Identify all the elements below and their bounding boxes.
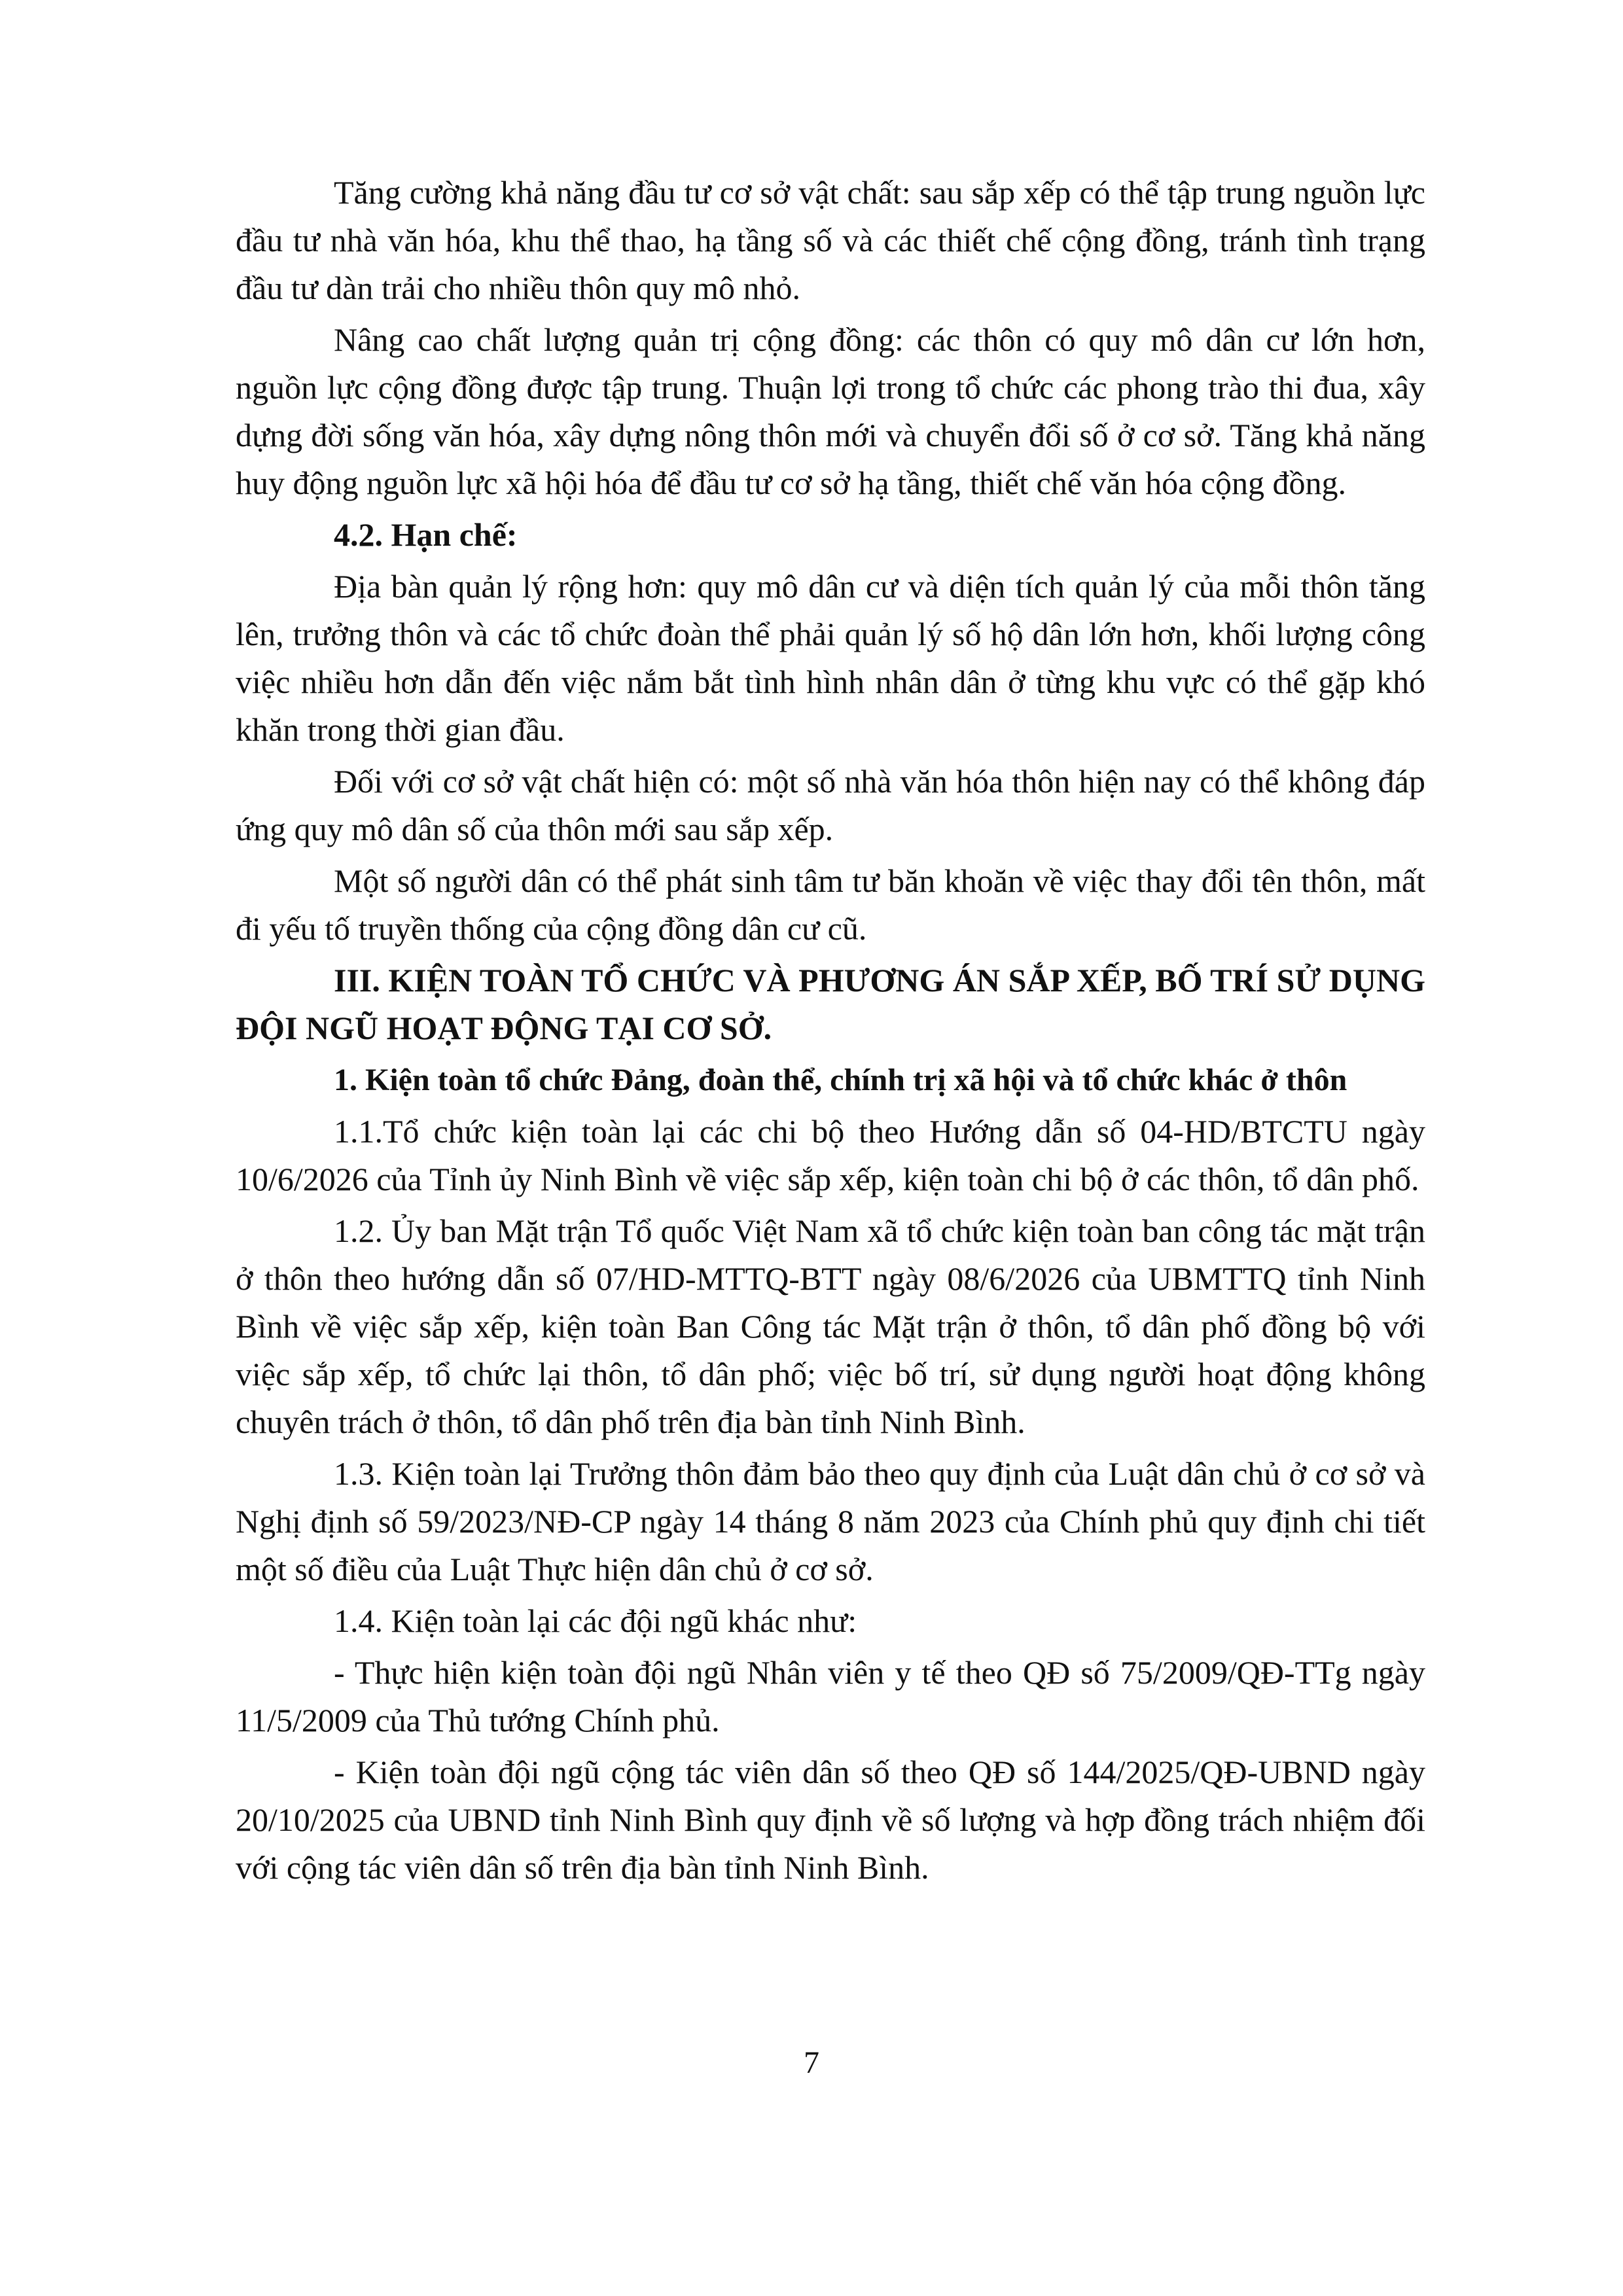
paragraph-1-1-party-cells: 1.1.Tổ chức kiện toàn lại các chi bộ theo Hướng dẫn số 04-HD/BTCTU ngày 10/6/2026 của Tỉnh ủy Ninh Bình về việc sắp xếp, kiện toàn chi bộ ở các thôn, tổ dân phố.	[236, 1113, 1425, 1197]
paragraph-infrastructure-investment: Tăng cường khả năng đầu tư cơ sở vật chất: sau sắp xếp có thể tập trung nguồn lực đầu tư nhà văn hóa, khu thể thao, hạ tầng số và các thiết chế cộng đồng, tránh tình trạng đầu tư dàn trải cho nhiều thôn quy mô nhỏ.	[236, 174, 1425, 306]
paragraph-population-collaborators: - Kiện toàn đội ngũ cộng tác viên dân số theo QĐ số 144/2025/QĐ-UBND ngày 20/10/2025 của UBND tỉnh Ninh Bình quy định về số lượng và hợp đồng trách nhiệm đối với cộng tác viên dân số trên địa bàn tỉnh Ninh Bình.	[236, 1754, 1425, 1886]
paragraph-existing-facilities: Đối với cơ sở vật chất hiện có: một số nhà văn hóa thôn hiện nay có thể không đáp ứng quy mô dân số của thôn mới sau sắp xếp.	[236, 763, 1425, 847]
paragraph-resident-concerns: Một số người dân có thể phát sinh tâm tư băn khoăn về việc thay đổi tên thôn, mất đi yếu tố truyền thống của cộng đồng dân cư cũ.	[236, 862, 1425, 947]
paragraph-management-area: Địa bàn quản lý rộng hơn: quy mô dân cư và diện tích quản lý của mỗi thôn tăng lên, trưởng thôn và các tổ chức đoàn thể phải quản lý số hộ dân lớn hơn, khối lượng công việc nhiều hơn dẫn đến việc nắm bắt tình hình nhân dân ở từng khu vực có thể gặp khó khăn trong thời gian đầu.	[236, 568, 1425, 748]
heading-limitations: 4.2. Hạn chế:	[334, 516, 518, 553]
page-number: 7	[804, 2045, 819, 2080]
document-body	[236, 169, 1425, 1896]
section-heading-iii: III. KIỆN TOÀN TỔ CHỨC VÀ PHƯƠNG ÁN SẮP XẾP, BỐ TRÍ SỬ DỤNG ĐỘI NGŨ HOẠT ĐỘNG TẠI CƠ SỞ.	[236, 962, 1425, 1046]
paragraph-1-2-fatherland-front: 1.2. Ủy ban Mặt trận Tổ quốc Việt Nam xã tổ chức kiện toàn ban công tác mặt trận ở thôn theo hướng dẫn số 07/HD-MTTQ-BTT ngày 08/6/2026 của UBMTTQ tỉnh Ninh Bình về việc sắp xếp, kiện toàn Ban Công tác Mặt trận ở thôn, tổ dân phố đồng bộ với việc sắp xếp, tổ chức lại thôn, tổ dân phố; việc bố trí, sử dụng người hoạt động không chuyên trách ở thôn, tổ dân phố trên địa bàn tỉnh Ninh Bình.	[236, 1212, 1425, 1440]
paragraph-community-governance: Nâng cao chất lượng quản trị cộng đồng: các thôn có quy mô dân cư lớn hơn, nguồn lực cộng đồng được tập trung. Thuận lợi trong tổ chức các phong trào thi đua, xây dựng đời sống văn hóa, xây dựng nông thôn mới và chuyển đổi số ở cơ sở. Tăng khả năng huy động nguồn lực xã hội hóa để đầu tư cơ sở hạ tầng, thiết chế văn hóa cộng đồng.	[236, 321, 1425, 501]
paragraph-1-3-village-head: 1.3. Kiện toàn lại Trưởng thôn đảm bảo theo quy định của Luật dân chủ ở cơ sở và Nghị định số 59/2023/NĐ-CP ngày 14 tháng 8 năm 2023 của Chính phủ quy định chi tiết một số điều của Luật Thực hiện dân chủ ở cơ sở.	[236, 1455, 1425, 1587]
paragraph-health-workers: - Thực hiện kiện toàn đội ngũ Nhân viên y tế theo QĐ số 75/2009/QĐ-TTg ngày 11/5/2009 của Thủ tướng Chính phủ.	[236, 1654, 1425, 1739]
subsection-heading-1: 1. Kiện toàn tổ chức Đảng, đoàn thể, chính trị xã hội và tổ chức khác ở thôn	[334, 1063, 1347, 1097]
paragraph-1-4-other-teams: 1.4. Kiện toàn lại các đội ngũ khác như:	[334, 1602, 857, 1639]
